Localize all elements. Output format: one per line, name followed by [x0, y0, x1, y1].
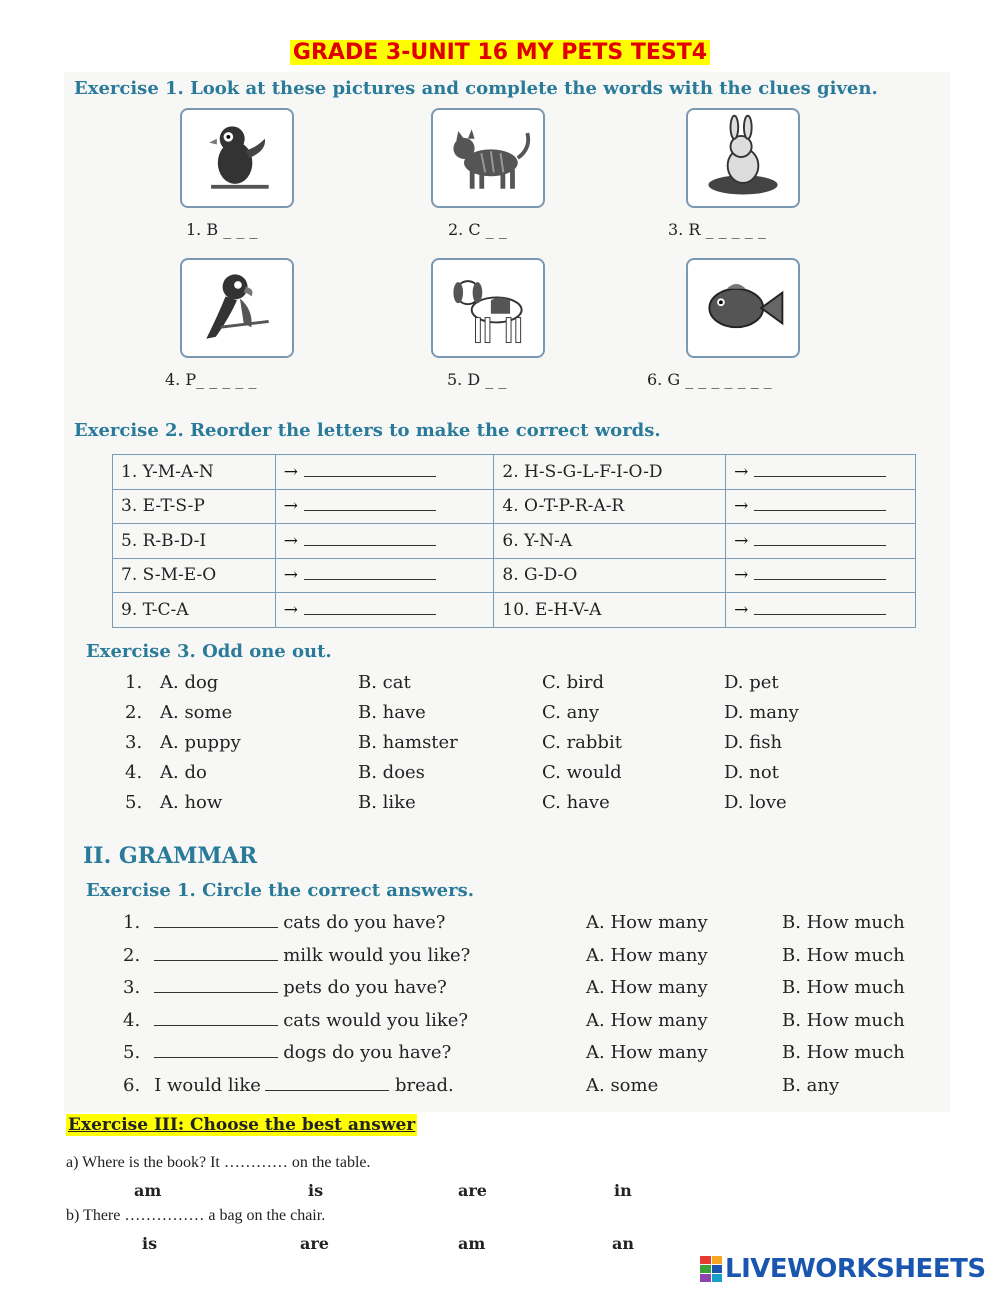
odd-option[interactable]: A. puppy: [160, 732, 241, 753]
option-a-3[interactable]: are: [458, 1181, 487, 1200]
odd-question-number: 3.: [125, 732, 143, 753]
grammar-text: dogs do you have?: [283, 1042, 452, 1063]
reorder-row: [113, 455, 916, 490]
dog-icon: [431, 258, 545, 358]
odd-option[interactable]: C. bird: [542, 672, 604, 693]
fish-icon: [686, 258, 800, 358]
answer-blank[interactable]: [304, 463, 436, 477]
arrow-icon: →: [283, 496, 298, 517]
grammar-option[interactable]: A. How many: [586, 944, 708, 966]
grammar-sentence: [123, 1010, 468, 1031]
odd-option[interactable]: D. pet: [724, 672, 779, 693]
odd-question-number: 5.: [125, 792, 143, 813]
cat-icon: [431, 108, 545, 208]
scrambled-word: 6. Y-N-A: [494, 524, 726, 559]
exercise1-heading: Exercise 1. Look at these pictures and complete the words with the clues given.: [74, 78, 878, 99]
reorder-row: [113, 593, 916, 628]
clue-6: 6. G _ _ _ _ _ _ _: [647, 370, 772, 389]
answer-cell[interactable]: [726, 489, 916, 524]
reorder-row: [113, 524, 916, 559]
odd-option[interactable]: C. would: [542, 762, 622, 783]
answer-blank[interactable]: [154, 945, 278, 961]
grammar-sentence: [123, 912, 445, 933]
answer-blank[interactable]: [304, 497, 436, 511]
clue-2: 2. C _ _: [448, 220, 507, 239]
answer-cell[interactable]: [726, 558, 916, 593]
grammar-option[interactable]: A. some: [586, 1074, 659, 1096]
answer-blank[interactable]: [754, 532, 886, 546]
odd-question-number: 2.: [125, 702, 143, 723]
grammar-option[interactable]: B. How much: [782, 977, 905, 998]
answer-cell[interactable]: [726, 524, 916, 559]
grammar-sentence: [123, 1042, 451, 1063]
grammar-option[interactable]: A. How many: [586, 1042, 708, 1063]
grammar-number: 5.: [123, 1042, 141, 1063]
grammar-option[interactable]: B. How much: [782, 912, 905, 933]
liveworksheets-icon: [700, 1256, 722, 1282]
grammar-option[interactable]: B. How much: [782, 944, 905, 966]
arrow-icon: →: [283, 599, 298, 620]
grammar-text: cats do you have?: [283, 912, 446, 933]
answer-cell[interactable]: [726, 455, 916, 490]
liveworksheets-text: LIVEWORKSHEETS: [725, 1254, 986, 1284]
odd-option[interactable]: C. any: [542, 702, 600, 723]
reorder-row: [113, 489, 916, 524]
odd-option[interactable]: A. dog: [160, 672, 219, 693]
arrow-icon: →: [283, 565, 298, 586]
logo-tile: [712, 1274, 723, 1282]
logo-tile: [700, 1265, 711, 1273]
exercise2-heading: Exercise 2. Reorder the letters to make the correct words.: [74, 420, 661, 441]
clue-4: 4. P_ _ _ _ _: [165, 370, 257, 389]
arrow-icon: →: [734, 599, 749, 620]
answer-cell[interactable]: [275, 489, 494, 524]
grammar-option[interactable]: B. How much: [782, 1042, 905, 1063]
odd-option[interactable]: C. have: [542, 792, 610, 813]
grammar-exercise-heading: Exercise 1. Circle the correct answers.: [86, 880, 475, 901]
option-a-2[interactable]: is: [308, 1181, 324, 1200]
scrambled-word: 2. H-S-G-L-F-I-O-D: [494, 455, 726, 490]
scrambled-word: 1. Y-M-A-N: [113, 455, 276, 490]
grammar-number: 2.: [123, 944, 141, 966]
question-a: a) Where is the book? It ………… on the table.: [66, 1154, 371, 1171]
grammar-prefix: I would like: [154, 1074, 261, 1096]
option-b-2[interactable]: are: [300, 1234, 329, 1253]
bird-icon: [180, 108, 294, 208]
answer-blank[interactable]: [304, 532, 436, 546]
answer-cell[interactable]: [275, 455, 494, 490]
grammar-number: 1.: [123, 912, 141, 933]
answer-blank[interactable]: [754, 566, 886, 580]
option-b-3[interactable]: am: [458, 1234, 486, 1253]
grammar-text: bread.: [394, 1074, 454, 1096]
logo-tile: [712, 1256, 723, 1264]
answer-blank[interactable]: [154, 912, 278, 928]
answer-blank[interactable]: [754, 601, 886, 615]
arrow-icon: →: [734, 461, 749, 482]
rabbit-icon: [686, 108, 800, 208]
grammar-option[interactable]: B. any: [782, 1074, 840, 1096]
answer-cell[interactable]: [275, 593, 494, 628]
clue-3: 3. R _ _ _ _ _: [668, 220, 766, 239]
arrow-icon: →: [734, 530, 749, 551]
page-title: [0, 40, 1000, 65]
odd-option[interactable]: B. have: [358, 702, 426, 723]
odd-question-number: 1.: [125, 672, 143, 693]
grammar-number: 4.: [123, 1009, 141, 1031]
answer-blank[interactable]: [304, 566, 436, 580]
grammar-sentence: [123, 977, 447, 998]
option-b-4[interactable]: an: [612, 1234, 634, 1253]
scrambled-word: 5. R-B-D-I: [113, 524, 276, 559]
grammar-option[interactable]: A. How many: [586, 977, 708, 998]
reorder-table: [112, 454, 916, 628]
odd-option[interactable]: B. hamster: [358, 732, 458, 753]
odd-option[interactable]: A. do: [160, 762, 207, 783]
grammar-number: 6.: [123, 1074, 141, 1096]
grammar-text: cats would you like?: [283, 1009, 469, 1031]
odd-option[interactable]: D. love: [724, 792, 787, 813]
grammar-text: milk would you like?: [283, 944, 471, 966]
logo-tile: [700, 1256, 711, 1264]
option-b-1[interactable]: is: [142, 1234, 158, 1253]
answer-blank[interactable]: [754, 497, 886, 511]
arrow-icon: →: [283, 461, 298, 482]
answer-blank[interactable]: [754, 463, 886, 477]
odd-question-number: 4.: [125, 762, 143, 783]
answer-blank[interactable]: [304, 601, 436, 615]
answer-blank[interactable]: [154, 1042, 278, 1058]
grammar-option[interactable]: A. How many: [586, 912, 708, 933]
odd-option[interactable]: D. many: [724, 702, 799, 723]
odd-option[interactable]: C. rabbit: [542, 732, 622, 753]
exercise-iii-heading: Exercise III: Choose the best answer: [68, 1115, 416, 1135]
odd-option[interactable]: D. not: [724, 762, 779, 783]
scrambled-word: 7. S-M-E-O: [113, 558, 276, 593]
title-text: GRADE 3-UNIT 16 MY PETS TEST4: [290, 40, 710, 65]
arrow-icon: →: [283, 530, 298, 551]
grammar-text: pets do you have?: [283, 977, 447, 998]
scrambled-word: 10. E-H-V-A: [494, 593, 726, 628]
grammar-sentence: [123, 1075, 454, 1096]
option-a-4[interactable]: in: [614, 1181, 632, 1200]
logo-tile: [712, 1265, 723, 1273]
grammar-number: 3.: [123, 977, 141, 998]
scrambled-word: 3. E-T-S-P: [113, 489, 276, 524]
scrambled-word: 9. T-C-A: [113, 593, 276, 628]
answer-cell[interactable]: [275, 524, 494, 559]
arrow-icon: →: [734, 565, 749, 586]
grammar-option[interactable]: B. How much: [782, 1009, 905, 1031]
scrambled-word: 8. G-D-O: [494, 558, 726, 593]
odd-option[interactable]: B. like: [358, 792, 416, 813]
liveworksheets-logo[interactable]: [700, 1254, 986, 1284]
odd-option[interactable]: B. does: [358, 762, 425, 783]
reorder-row: [113, 558, 916, 593]
odd-option[interactable]: D. fish: [724, 732, 783, 753]
clue-5: 5. D _ _: [447, 370, 507, 389]
answer-blank[interactable]: [154, 977, 278, 993]
grammar-sentence: [123, 945, 470, 966]
clue-1: 1. B _ _ _: [186, 220, 258, 239]
odd-option[interactable]: A. some: [160, 702, 233, 723]
grammar-heading: II. GRAMMAR: [83, 843, 258, 869]
answer-blank[interactable]: [265, 1075, 389, 1091]
arrow-icon: →: [734, 496, 749, 517]
scrambled-word: 4. O-T-P-R-A-R: [494, 489, 726, 524]
exercise3-heading: Exercise 3. Odd one out.: [86, 641, 332, 662]
answer-blank[interactable]: [154, 1010, 278, 1026]
grammar-option[interactable]: A. How many: [586, 1009, 708, 1031]
answer-cell[interactable]: [275, 558, 494, 593]
option-a-1[interactable]: am: [134, 1181, 162, 1200]
odd-option[interactable]: B. cat: [358, 672, 411, 693]
odd-option[interactable]: A. how: [160, 792, 223, 813]
logo-tile: [700, 1274, 711, 1282]
question-b: b) There …………… a bag on the chair.: [66, 1207, 326, 1224]
answer-cell[interactable]: [726, 593, 916, 628]
parrot-icon: [180, 258, 294, 358]
